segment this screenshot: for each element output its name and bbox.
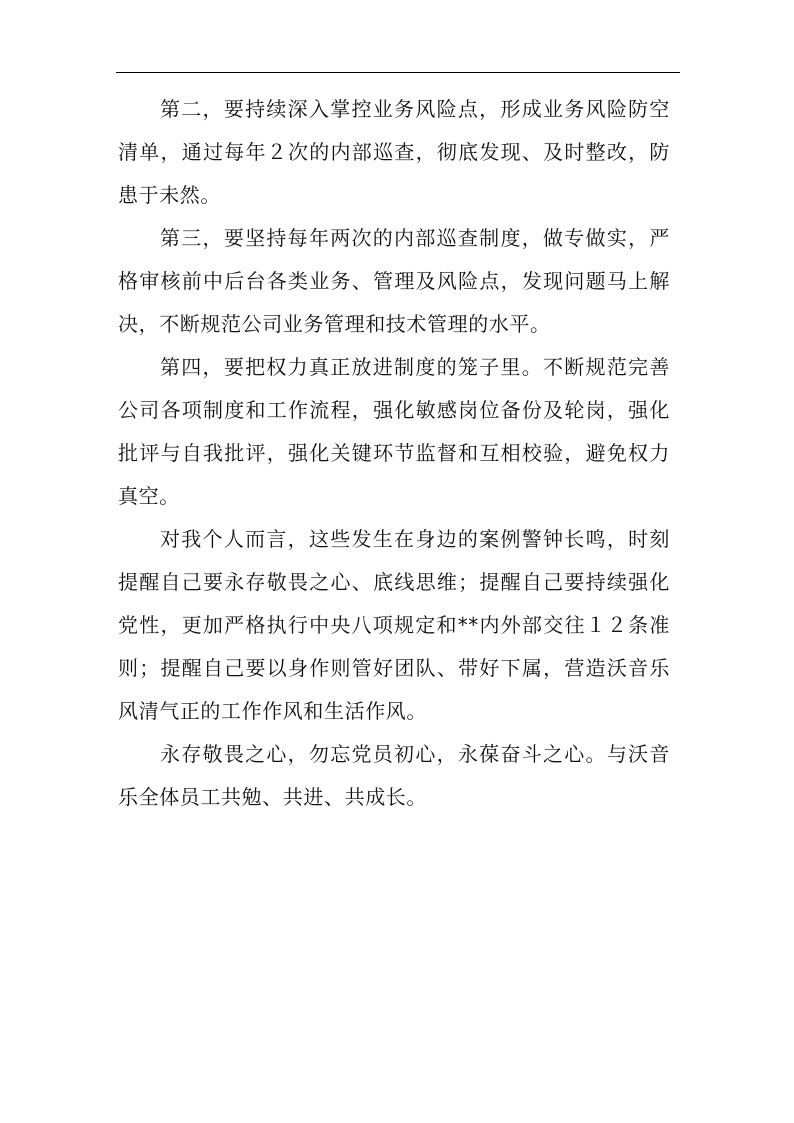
- paragraph-second-point: 第二，要持续深入掌控业务风险点，形成业务风险防空清单，通过每年２次的内部巡查，彻底发现、及时整改，防患于未然。: [118, 97, 670, 207]
- paragraph-personal-reflection: 对我个人而言，这些发生在身边的案例警钟长鸣，时刻提醒自己要永存敬畏之心、底线思维；提醒自己要持续强化党性，更加严格执行中央八项规定和**内外部交往１２条准则；提醒自己要以身作则管好团队、带好下属，营造沃音乐风清气正的工作作风和生活作风。: [118, 527, 670, 723]
- paragraph-closing: 永存敬畏之心，勿忘党员初心，永葆奋斗之心。与沃音乐全体员工共勉、共进、共成长。: [118, 742, 670, 809]
- paragraph-fourth-point: 第四，要把权力真正放进制度的笼子里。不断规范完善公司各项制度和工作流程，强化敏感岗位备份及轮岗，强化批评与自我批评，强化关键环节监督和互相校验，避免权力真空。: [118, 355, 670, 508]
- document-body: [118, 88, 670, 819]
- paragraph-third-point: 第三，要坚持每年两次的内部巡查制度，做专做实，严格审核前中后台各类业务、管理及风险点，发现问题马上解决，不断规范公司业务管理和技术管理的水平。: [118, 226, 670, 336]
- header-rule: [116, 72, 680, 73]
